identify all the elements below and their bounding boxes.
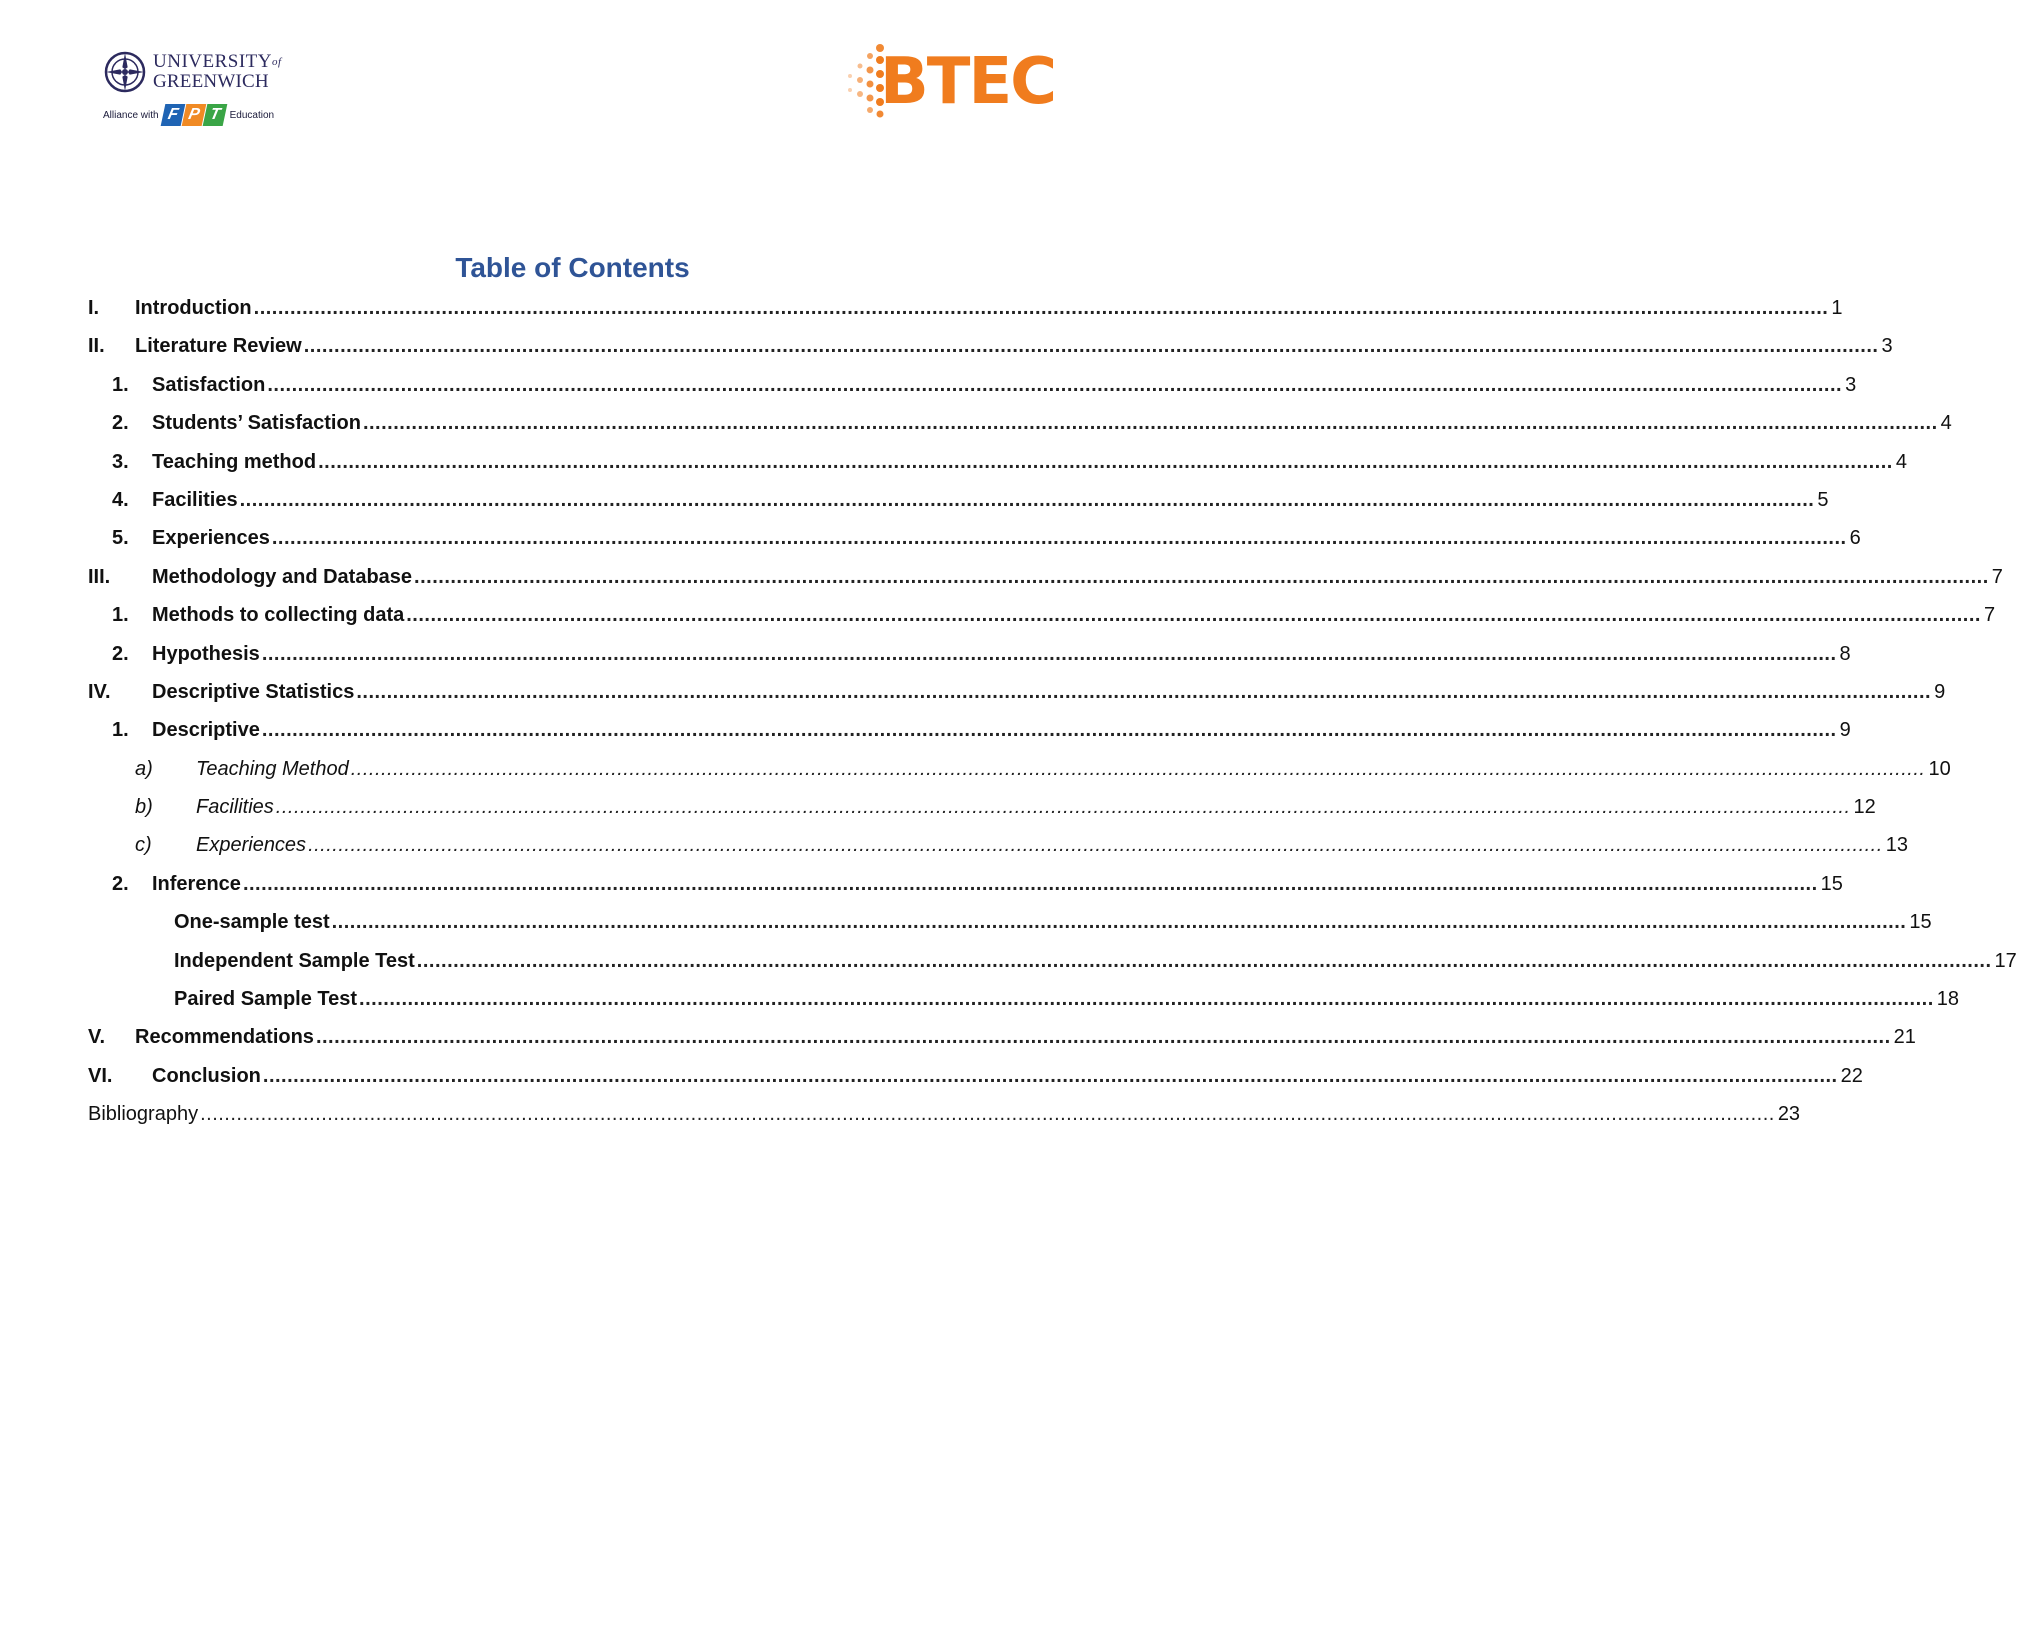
university-line2: GREENWICH xyxy=(153,71,269,92)
toc-entry-number: I. xyxy=(88,297,100,319)
toc-entry-conclusion[interactable] xyxy=(0,1057,1863,1095)
fpt-alliance xyxy=(103,104,303,126)
toc-entry-number: III. xyxy=(88,565,111,588)
toc-entry-number: 1. xyxy=(112,719,129,742)
toc-entry-page: 3 xyxy=(1881,335,1893,358)
toc-dot-leader: .................................................................................................................................................................................................................................................................... xyxy=(356,680,1932,703)
toc-entry-number: 2. xyxy=(112,642,129,665)
toc-entry-label: Introduction xyxy=(135,297,252,319)
toc-entry-label: Facilities xyxy=(152,488,238,511)
fpt-logo xyxy=(163,104,226,126)
toc-entry-page: 17 xyxy=(1994,949,2017,972)
toc-entry-label: Methods to collecting data xyxy=(152,604,405,627)
toc-entry-number: a) xyxy=(135,757,153,780)
toc-entry-number: 5. xyxy=(112,527,129,550)
toc-entry-page: 23 xyxy=(1777,1103,1801,1126)
toc-entry-introduction[interactable] xyxy=(0,289,1843,327)
toc-entry-number: 4. xyxy=(112,488,129,511)
toc-entry-teaching-method-sub[interactable] xyxy=(0,750,1951,788)
toc-dot-leader: .................................................................................................................................................................................................................................................................... xyxy=(359,988,1934,1011)
toc-entry-number: 2. xyxy=(112,872,129,895)
toc-dot-leader: .................................................................................................................................................................................................................................................................... xyxy=(275,796,1851,819)
toc-dot-leader: .................................................................................................................................................................................................................................................................... xyxy=(416,949,1992,972)
fpt-letter-f: F xyxy=(160,104,185,126)
toc-title: Table of Contents xyxy=(455,252,690,283)
toc-entry-label: Descriptive xyxy=(152,719,260,742)
toc-entry-page: 18 xyxy=(1936,988,1960,1011)
toc-entry-label: Literature Review xyxy=(135,335,302,358)
toc-entry-independent-sample-test[interactable] xyxy=(0,942,2017,980)
toc-entry-hypothesis[interactable] xyxy=(0,635,1851,673)
toc-entry-page: 10 xyxy=(1928,757,1951,780)
university-of-greenwich-logo xyxy=(103,50,303,150)
toc-entry-label: Experiences xyxy=(196,834,307,857)
toc-entry-label: Inference xyxy=(152,872,241,895)
toc-dot-leader: .................................................................................................................................................................................................................................................................... xyxy=(318,450,1893,473)
toc-entry-descriptive-statistics[interactable] xyxy=(0,673,1946,711)
toc-entry-label: Conclusion xyxy=(152,1064,261,1087)
toc-entry-satisfaction[interactable] xyxy=(0,366,1857,404)
toc-dot-leader: .................................................................................................................................................................................................................................................................... xyxy=(308,834,1883,857)
toc-entry-number: b) xyxy=(135,796,153,819)
toc-dot-leader: .................................................................................................................................................................................................................................................................... xyxy=(261,642,1837,665)
toc-entry-bibliography[interactable] xyxy=(0,1095,1801,1133)
toc-entry-label: Recommendations xyxy=(135,1026,314,1049)
toc-dot-leader: .................................................................................................................................................................................................................................................................... xyxy=(362,412,1938,435)
toc-entry-facilities-sub[interactable] xyxy=(0,788,1876,826)
toc-dot-leader: .................................................................................................................................................................................................................................................................... xyxy=(242,872,1818,895)
toc-dot-leader: .................................................................................................................................................................................................................................................................... xyxy=(239,488,1815,511)
toc-dot-leader: .................................................................................................................................................................................................................................................................... xyxy=(331,911,1907,934)
toc-entry-number: 1. xyxy=(112,373,129,396)
toc-entry-page: 15 xyxy=(1820,872,1843,895)
toc-entry-page: 4 xyxy=(1895,450,1907,473)
toc-entry-number: II. xyxy=(88,335,105,358)
toc-entry-label: Teaching Method xyxy=(196,757,349,780)
toc-entry-label: Descriptive Statistics xyxy=(152,680,355,703)
toc-dot-leader: .................................................................................................................................................................................................................................................................... xyxy=(200,1103,1775,1126)
toc-entry-page: 15 xyxy=(1909,911,1932,934)
toc-entry-page: 7 xyxy=(1983,604,1996,627)
toc-entry-label: One-sample test xyxy=(174,911,330,934)
toc-entry-experiences[interactable] xyxy=(0,519,1861,557)
toc-entry-number: c) xyxy=(135,834,152,857)
toc-dot-leader: .................................................................................................................................................................................................................................................................... xyxy=(414,565,1989,588)
toc-entry-page: 9 xyxy=(1934,680,1946,703)
toc-entry-page: 12 xyxy=(1853,796,1876,819)
toc-list xyxy=(0,289,2017,1134)
toc-entry-methods-collecting-data[interactable] xyxy=(0,596,1996,634)
toc-entry-facilities[interactable] xyxy=(0,481,1829,519)
fpt-letter-p: P xyxy=(181,104,206,126)
toc-entry-number: 1. xyxy=(112,604,129,627)
toc-dot-leader: .................................................................................................................................................................................................................................................................... xyxy=(267,373,1843,396)
university-name xyxy=(153,52,282,92)
toc-dot-leader: .................................................................................................................................................................................................................................................................... xyxy=(315,1026,1891,1049)
toc-entry-number: VI. xyxy=(88,1064,113,1087)
toc-entry-label: Students’ Satisfaction xyxy=(152,412,361,435)
toc-entry-page: 21 xyxy=(1893,1026,1916,1049)
toc-dot-leader: .................................................................................................................................................................................................................................................................... xyxy=(406,604,1981,627)
toc-entry-page: 3 xyxy=(1845,373,1857,396)
toc-dot-leader: .................................................................................................................................................................................................................................................................... xyxy=(253,297,1829,319)
greenwich-compass-crest-icon xyxy=(103,50,147,94)
toc-entry-label: Experiences xyxy=(152,527,270,550)
alliance-text: Alliance with xyxy=(103,109,159,121)
toc-entry-page: 13 xyxy=(1885,834,1909,857)
toc-dot-leader: .................................................................................................................................................................................................................................................................... xyxy=(262,1064,1838,1087)
toc-entry-label: Teaching method xyxy=(152,450,317,473)
toc-entry-label: Paired Sample Test xyxy=(174,988,358,1011)
toc-entry-number: V. xyxy=(88,1026,106,1049)
toc-entry-number: IV. xyxy=(88,680,111,703)
toc-entry-page: 4 xyxy=(1940,412,1952,435)
toc-entry-paired-sample-test[interactable] xyxy=(0,980,1960,1018)
toc-entry-descriptive[interactable] xyxy=(0,711,1851,749)
toc-entry-number: 2. xyxy=(112,412,129,435)
toc-entry-label: Methodology and Database xyxy=(152,565,413,588)
btec-wordmark: BTEC xyxy=(880,45,1056,119)
toc-entry-page: 8 xyxy=(1839,642,1851,665)
toc-entry-page: 5 xyxy=(1817,488,1829,511)
toc-entry-label: Facilities xyxy=(196,796,274,819)
toc-entry-one-sample-test[interactable] xyxy=(0,903,1932,941)
toc-entry-inference[interactable] xyxy=(0,865,1843,903)
toc-entry-page: 7 xyxy=(1991,565,2003,588)
education-text: Education xyxy=(229,109,275,121)
toc-entry-methodology[interactable] xyxy=(0,558,2003,596)
toc-entry-page: 6 xyxy=(1849,527,1861,550)
toc-entry-experiences-sub[interactable] xyxy=(0,826,1909,864)
toc-entry-label: Hypothesis xyxy=(152,642,260,665)
toc-entry-label: Bibliography xyxy=(88,1103,199,1126)
toc-dot-leader: .................................................................................................................................................................................................................................................................... xyxy=(271,527,1847,550)
toc-entry-page: 9 xyxy=(1839,719,1851,742)
toc-entry-recommendations[interactable] xyxy=(0,1018,1916,1056)
toc-dot-leader: .................................................................................................................................................................................................................................................................... xyxy=(350,757,1926,780)
toc-dot-leader: .................................................................................................................................................................................................................................................................... xyxy=(303,335,1879,358)
toc-entry-literature-review[interactable] xyxy=(0,327,1893,365)
toc-entry-page: 1 xyxy=(1831,297,1843,319)
toc-entry-students-satisfaction[interactable] xyxy=(0,404,1952,442)
toc-entry-number: 3. xyxy=(112,450,129,473)
university-line1: UNIVERSITY xyxy=(153,51,272,72)
toc-entry-teaching-method[interactable] xyxy=(0,443,1907,481)
toc-entry-page: 22 xyxy=(1840,1064,1863,1087)
toc-entry-label: Independent Sample Test xyxy=(174,949,415,972)
fpt-letter-t: T xyxy=(202,104,227,126)
toc-entry-label: Satisfaction xyxy=(152,373,266,396)
toc-dot-leader: .................................................................................................................................................................................................................................................................... xyxy=(261,719,1837,742)
university-of: of xyxy=(272,56,282,68)
btec-logo xyxy=(838,42,1058,122)
